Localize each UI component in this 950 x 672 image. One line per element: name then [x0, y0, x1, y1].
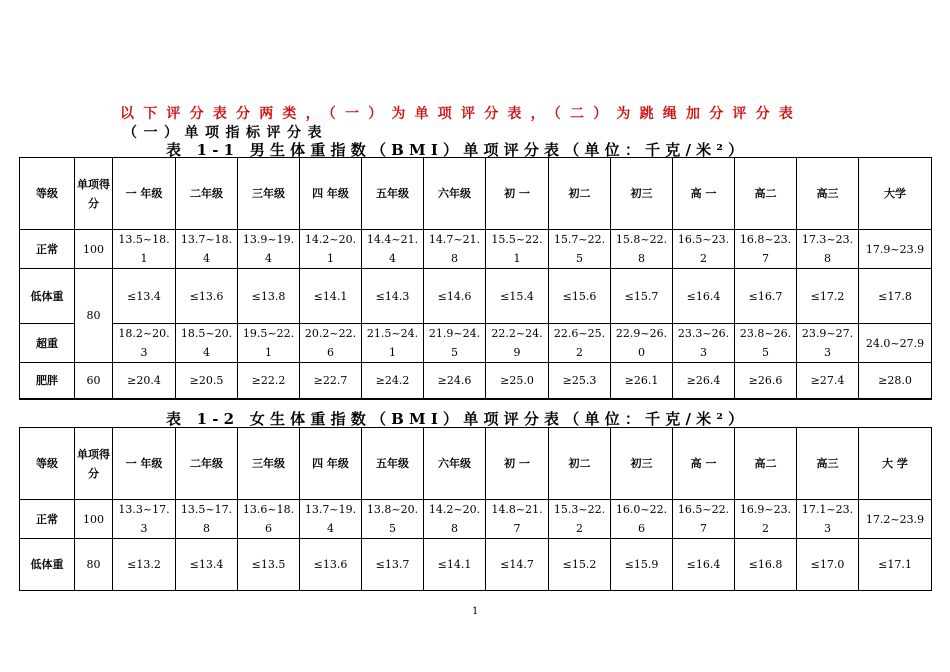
value-cell: ≤16.8 [735, 539, 797, 591]
value-cell: ≥22.7 [300, 363, 362, 399]
column-header: 高三 [797, 428, 859, 500]
value-cell: 16.8~23.7 [735, 230, 797, 269]
value-cell: ≥27.4 [797, 363, 859, 399]
column-header: 高三 [797, 158, 859, 230]
value-cell: ≤15.9 [611, 539, 673, 591]
value-cell: 17.3~23.8 [797, 230, 859, 269]
value-cell: 16.9~23.2 [735, 500, 797, 539]
value-cell: ≤14.1 [424, 539, 486, 591]
value-cell: 23.8~26.5 [735, 324, 797, 363]
value-cell: 15.8~22.8 [611, 230, 673, 269]
value-cell: ≤14.7 [486, 539, 549, 591]
value-cell: 13.3~17.3 [113, 500, 176, 539]
value-cell: ≤13.6 [176, 269, 238, 324]
column-header: 初二 [549, 428, 611, 500]
value-cell: ≤14.6 [424, 269, 486, 324]
column-header: 三年级 [238, 158, 300, 230]
column-header: 初 一 [486, 428, 549, 500]
value-cell: 14.8~21.7 [486, 500, 549, 539]
column-header: 高二 [735, 428, 797, 500]
value-cell: ≥28.0 [859, 363, 932, 399]
value-cell: ≥26.1 [611, 363, 673, 399]
column-header: 大学 [859, 158, 932, 230]
column-header: 六年级 [424, 158, 486, 230]
column-header: 二年级 [176, 428, 238, 500]
value-cell: 16.5~22.7 [673, 500, 735, 539]
column-header: 二年级 [176, 158, 238, 230]
value-cell: ≤13.5 [238, 539, 300, 591]
value-cell: ≤13.2 [113, 539, 176, 591]
value-cell: 13.5~18.1 [113, 230, 176, 269]
score-cell: 80 [75, 539, 113, 591]
value-cell: 14.2~20.1 [300, 230, 362, 269]
table-row [20, 269, 932, 324]
intro-line: 以下评分表分两类，（一）为单项评分表，（二）为跳绳加分评分表 [120, 106, 802, 122]
value-cell: ≤14.1 [300, 269, 362, 324]
value-cell: 13.5~17.8 [176, 500, 238, 539]
value-cell: ≥25.0 [486, 363, 549, 399]
value-cell: 18.2~20.3 [113, 324, 176, 363]
grade-label: 正常 [20, 500, 75, 539]
column-header: 高 一 [673, 428, 735, 500]
table2-title: 表 1-2 女生体重指数（BMI）单项评分表（单位：千克/米²） [166, 410, 749, 428]
female-bmi-table [19, 427, 932, 591]
value-cell: 13.9~19.4 [238, 230, 300, 269]
value-cell: 14.2~20.8 [424, 500, 486, 539]
column-header: 四 年级 [300, 428, 362, 500]
table-row [20, 324, 932, 363]
column-header: 初三 [611, 158, 673, 230]
column-header: 大 学 [859, 428, 932, 500]
value-cell: 13.8~20.5 [362, 500, 424, 539]
value-cell: 17.1~23.3 [797, 500, 859, 539]
score-cell: 60 [75, 363, 113, 399]
grade-label: 低体重 [20, 539, 75, 591]
value-cell: ≥22.2 [238, 363, 300, 399]
value-cell: 20.2~22.6 [300, 324, 362, 363]
value-cell: ≤16.4 [673, 269, 735, 324]
value-cell: ≤17.0 [797, 539, 859, 591]
value-cell: 13.7~19.4 [300, 500, 362, 539]
column-header: 初 一 [486, 158, 549, 230]
value-cell: ≤15.2 [549, 539, 611, 591]
male-bmi-table [19, 157, 932, 400]
score-cell: 80 [75, 269, 113, 363]
column-header: 一 年级 [113, 158, 176, 230]
page-number: 1 [472, 606, 479, 617]
value-cell: ≤15.4 [486, 269, 549, 324]
column-header: 五年级 [362, 158, 424, 230]
value-cell: ≤13.8 [238, 269, 300, 324]
value-cell: ≥25.3 [549, 363, 611, 399]
grade-label: 超重 [20, 324, 75, 363]
column-header: 单项得分 [75, 428, 113, 500]
value-cell: ≥24.6 [424, 363, 486, 399]
table-row [20, 230, 932, 269]
value-cell: 22.9~26.0 [611, 324, 673, 363]
column-header: 三年级 [238, 428, 300, 500]
column-header: 初二 [549, 158, 611, 230]
column-header: 单项得分 [75, 158, 113, 230]
column-header: 五年级 [362, 428, 424, 500]
column-header: 等级 [20, 428, 75, 500]
score-cell: 100 [75, 230, 113, 269]
column-header: 六年级 [424, 428, 486, 500]
value-cell: ≤15.6 [549, 269, 611, 324]
value-cell: ≤15.7 [611, 269, 673, 324]
value-cell: ≤17.1 [859, 539, 932, 591]
table-row [20, 500, 932, 539]
section-heading: （一）单项指标评分表 [123, 125, 328, 141]
value-cell: 14.7~21.8 [424, 230, 486, 269]
value-cell: 16.5~23.2 [673, 230, 735, 269]
column-header: 四 年级 [300, 158, 362, 230]
value-cell: 15.7~22.5 [549, 230, 611, 269]
value-cell: 14.4~21.4 [362, 230, 424, 269]
table1-title: 表 1-1 男生体重指数（BMI）单项评分表（单位：千克/米²） [166, 141, 749, 159]
value-cell: 23.3~26.3 [673, 324, 735, 363]
value-cell: ≤17.8 [859, 269, 932, 324]
column-header: 等级 [20, 158, 75, 230]
value-cell: ≤16.4 [673, 539, 735, 591]
value-cell: 15.3~22.2 [549, 500, 611, 539]
value-cell: ≤13.7 [362, 539, 424, 591]
value-cell: ≤17.2 [797, 269, 859, 324]
value-cell: 22.6~25.2 [549, 324, 611, 363]
grade-label: 正常 [20, 230, 75, 269]
value-cell: ≤13.4 [113, 269, 176, 324]
column-header: 一 年级 [113, 428, 176, 500]
value-cell: ≤14.3 [362, 269, 424, 324]
column-header: 高二 [735, 158, 797, 230]
value-cell: 17.9~23.9 [859, 230, 932, 269]
value-cell: ≥26.6 [735, 363, 797, 399]
value-cell: 19.5~22.1 [238, 324, 300, 363]
score-cell: 100 [75, 500, 113, 539]
value-cell: ≥20.4 [113, 363, 176, 399]
value-cell: ≤16.7 [735, 269, 797, 324]
value-cell: ≤13.6 [300, 539, 362, 591]
value-cell: ≤13.4 [176, 539, 238, 591]
table-row [20, 363, 932, 399]
column-header: 高 一 [673, 158, 735, 230]
value-cell: 13.6~18.6 [238, 500, 300, 539]
grade-label: 低体重 [20, 269, 75, 324]
value-cell: 13.7~18.4 [176, 230, 238, 269]
value-cell: 18.5~20.4 [176, 324, 238, 363]
table-row [20, 539, 932, 591]
value-cell: 21.5~24.1 [362, 324, 424, 363]
value-cell: 21.9~24.5 [424, 324, 486, 363]
value-cell: 15.5~22.1 [486, 230, 549, 269]
value-cell: 22.2~24.9 [486, 324, 549, 363]
column-header: 初三 [611, 428, 673, 500]
value-cell: 24.0~27.9 [859, 324, 932, 363]
grade-label: 肥胖 [20, 363, 75, 399]
value-cell: 17.2~23.9 [859, 500, 932, 539]
value-cell: ≥26.4 [673, 363, 735, 399]
value-cell: ≥24.2 [362, 363, 424, 399]
value-cell: ≥20.5 [176, 363, 238, 399]
value-cell: 16.0~22.6 [611, 500, 673, 539]
value-cell: 23.9~27.3 [797, 324, 859, 363]
